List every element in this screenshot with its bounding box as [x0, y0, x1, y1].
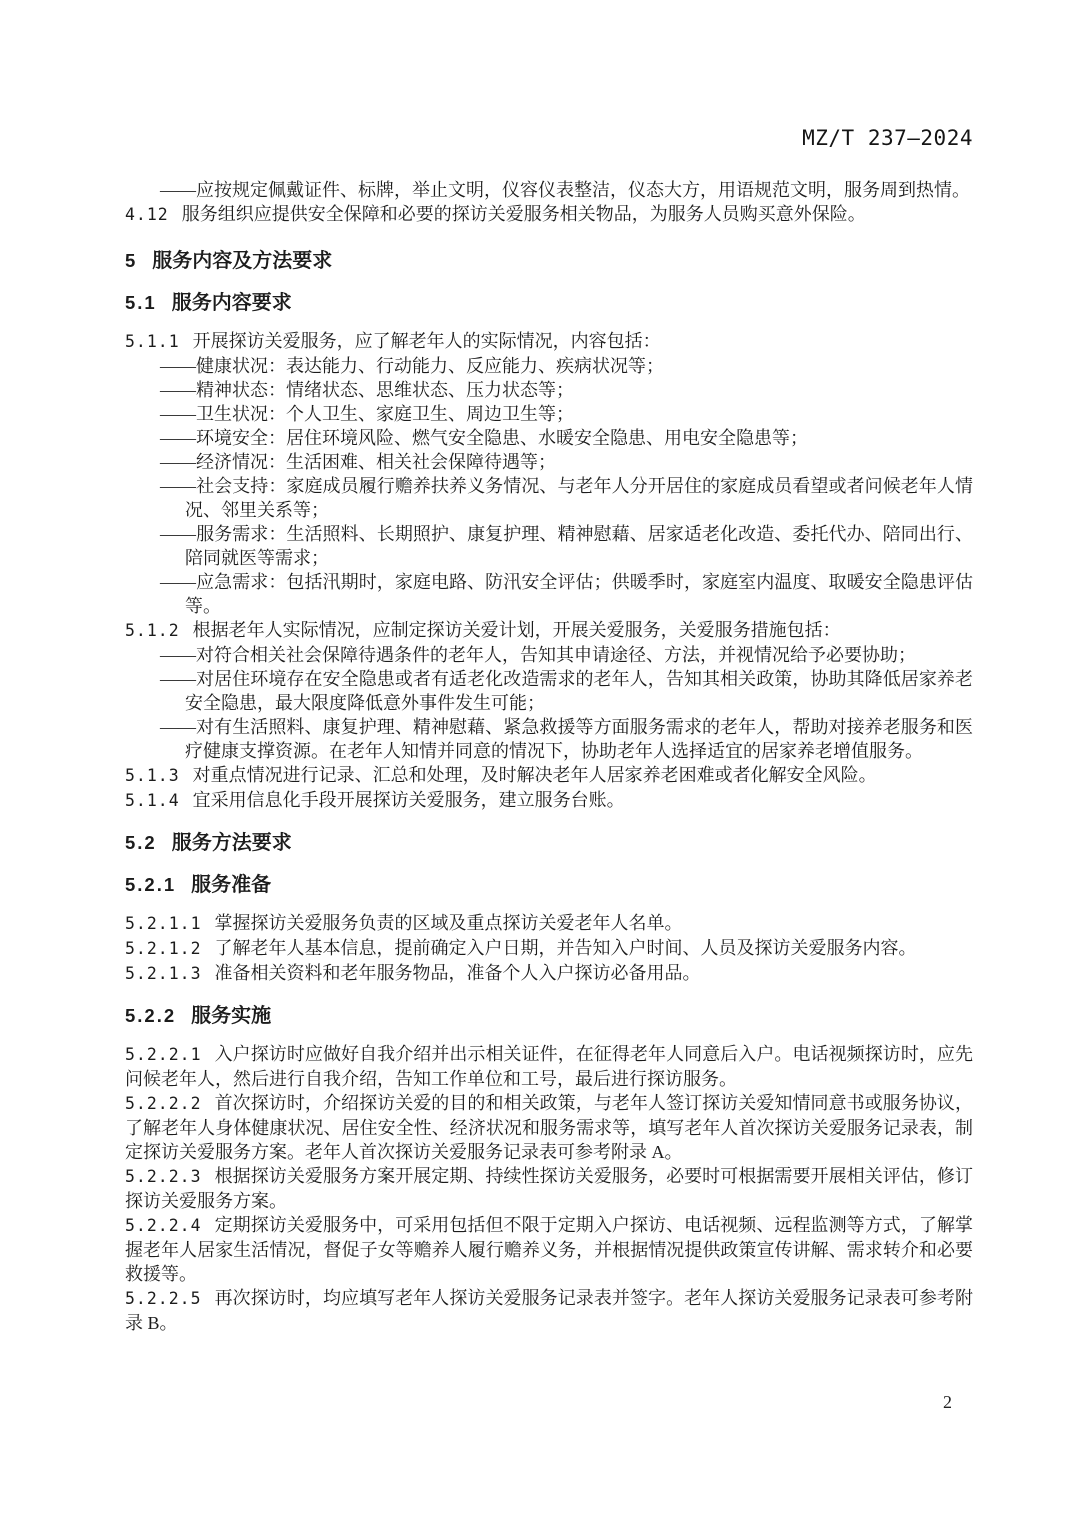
- dash-item-text: ——精神状态：情绪状态、思维状态、压力状态等；: [160, 380, 574, 400]
- section-heading: [125, 249, 973, 273]
- clause-paragraph: [125, 911, 973, 936]
- clause-number: 5.2.1.2: [125, 939, 202, 958]
- section-title: 服务准备: [191, 874, 272, 896]
- clause-number: 5.1.4: [125, 791, 180, 810]
- dash-list-item: [125, 522, 973, 570]
- dash-item-text: ——健康状况：表达能力、行动能力、反应能力、疾病状况等；: [160, 356, 664, 376]
- clause-number: 5.2.2.1: [125, 1045, 202, 1064]
- clause-number: 5.2.2.4: [125, 1216, 202, 1235]
- clause-text: 宜采用信息化手段开展探访关爱服务，建立服务台账。: [192, 790, 625, 810]
- dash-item-text: ——卫生状况：个人卫生、家庭卫生、周边卫生等；: [160, 404, 574, 424]
- clause-text: 了解老年人基本信息，提前确定入户日期，并告知入户时间、人员及探访关爱服务内容。: [214, 938, 917, 958]
- dash-list-item: [125, 402, 973, 426]
- clause-text: 服务组织应提供安全保障和必要的探访关爱服务相关物品，为服务人员购买意外保险。: [181, 204, 866, 224]
- section-number: 5.2: [125, 832, 157, 853]
- dash-item-text: ——应按规定佩戴证件、标牌，举止文明，仪容仪表整洁，仪态大方，用语规范文明，服务周到热情。: [160, 180, 970, 200]
- dash-list-item: [125, 450, 973, 474]
- clause-number: 5.2.2.2: [125, 1094, 202, 1113]
- dash-list-item: [125, 378, 973, 402]
- clause-text: 根据探访关爱服务方案开展定期、持续性探访关爱服务，必要时可根据需要开展相关评估，修订探访关爱服务方案。: [125, 1166, 973, 1211]
- clause-number: 5.2.2.5: [125, 1289, 202, 1308]
- dash-list-item: [125, 643, 973, 667]
- clause-text: 首次探访时，介绍探访关爱的目的和相关政策，与老年人签订探访关爱知情同意书或服务协议，了解老年人身体健康状况、居住安全性、经济状况和服务需求等，填写老年人首次探访关爱服务记录表，制定探访关爱服务方案。老年人首次探访关爱服务记录表可参考附录 A。: [125, 1093, 973, 1162]
- dash-list-item: [125, 354, 973, 378]
- dash-item-text: ——应急需求：包括汛期时，家庭电路、防汛安全评估；供暖季时，家庭室内温度、取暖安全隐患评估等。: [160, 572, 973, 616]
- document-content: [125, 178, 973, 1335]
- clause-number: 5.2.1.3: [125, 964, 202, 983]
- section-heading: [125, 831, 973, 855]
- clause-text: 再次探访时，均应填写老年人探访关爱服务记录表并签字。老年人探访关爱服务记录表可参考附录 B。: [125, 1288, 973, 1333]
- dash-list-item: [125, 667, 973, 715]
- dash-item-text: ——服务需求：生活照料、长期照护、康复护理、精神慰藉、居家适老化改造、委托代办、陪同出行、陪同就医等需求；: [160, 524, 973, 568]
- clause-paragraph: [125, 961, 973, 986]
- dash-item-text: ——环境安全：居住环境风险、燃气安全隐患、水暖安全隐患、用电安全隐患等；: [160, 428, 808, 448]
- dash-list-item: [125, 570, 973, 618]
- clause-paragraph: [125, 1042, 973, 1091]
- dash-item-text: ——经济情况：生活困难、相关社会保障待遇等；: [160, 452, 556, 472]
- section-title: 服务方法要求: [171, 832, 292, 854]
- clause-text: 根据老年人实际情况，应制定探访关爱计划，开展关爱服务，关爱服务措施包括：: [192, 620, 841, 640]
- clause-paragraph: [125, 202, 973, 227]
- section-number: 5.2.2: [125, 1005, 177, 1026]
- dash-list-item: [125, 474, 973, 522]
- clause-number: 5.2.1.1: [125, 914, 202, 933]
- page-number: 2: [943, 1392, 952, 1412]
- dash-item-text: ——对符合相关社会保障待遇条件的老年人，告知其申请途径、方法，并视情况给予必要协助；: [160, 645, 916, 665]
- dash-item-text: ——对居住环境存在安全隐患或者有适老化改造需求的老年人，告知其相关政策，协助其降低居家养老安全隐患，最大限度降低意外事件发生可能；: [160, 669, 973, 713]
- clause-text: 对重点情况进行记录、汇总和处理，及时解决老年人居家养老困难或者化解安全风险。: [192, 765, 877, 785]
- clause-text: 掌握探访关爱服务负责的区域及重点探访关爱老年人名单。: [214, 913, 683, 933]
- clause-text: 开展探访关爱服务，应了解老年人的实际情况，内容包括：: [192, 331, 661, 351]
- clause-paragraph: [125, 1286, 973, 1335]
- clause-paragraph: [125, 618, 973, 643]
- clause-number: 4.12: [125, 205, 169, 224]
- clause-number: 5.1.3: [125, 766, 180, 785]
- dash-item-text: ——社会支持：家庭成员履行赡养扶养义务情况、与老年人分开居住的家庭成员看望或者问候老年人情况、邻里关系等；: [160, 476, 973, 520]
- section-number: 5: [125, 250, 138, 271]
- section-heading: [125, 1004, 973, 1028]
- dash-list-item: [125, 715, 973, 763]
- clause-number: 5.2.2.3: [125, 1167, 202, 1186]
- clause-paragraph: [125, 1091, 973, 1164]
- section-title: 服务内容要求: [171, 292, 292, 314]
- clause-text: 准备相关资料和老年服务物品，准备个人入户探访必备用品。: [214, 963, 701, 983]
- section-title: 服务实施: [191, 1005, 272, 1027]
- dash-list-item: [125, 178, 973, 202]
- dash-list-item: [125, 426, 973, 450]
- clause-number: 5.1.1: [125, 332, 180, 351]
- clause-paragraph: [125, 1164, 973, 1213]
- section-number: 5.2.1: [125, 874, 177, 895]
- clause-number: 5.1.2: [125, 621, 180, 640]
- clause-paragraph: [125, 936, 973, 961]
- section-number: 5.1: [125, 292, 157, 313]
- section-heading: [125, 291, 973, 315]
- section-title: 服务内容及方法要求: [152, 250, 333, 272]
- standard-number: MZ/T 237—2024: [802, 126, 973, 150]
- dash-item-text: ——对有生活照料、康复护理、精神慰藉、紧急救援等方面服务需求的老年人，帮助对接养老服务和医疗健康支撑资源。在老年人知情并同意的情况下，协助老年人选择适宜的居家养老增值服务。: [160, 717, 973, 761]
- clause-paragraph: [125, 788, 973, 813]
- section-heading: [125, 873, 973, 897]
- clause-text: 定期探访关爱服务中，可采用包括但不限于定期入户探访、电话视频、远程监测等方式，了解掌握老年人居家生活情况，督促子女等赡养人履行赡养义务，并根据情况提供政策宣传讲解、需求转介和必要救援等。: [125, 1215, 973, 1284]
- clause-text: 入户探访时应做好自我介绍并出示相关证件，在征得老年人同意后入户。电话视频探访时，应先问候老年人，然后进行自我介绍，告知工作单位和工号，最后进行探访服务。: [125, 1044, 973, 1089]
- clause-paragraph: [125, 1213, 973, 1286]
- clause-paragraph: [125, 329, 973, 354]
- clause-paragraph: [125, 763, 973, 788]
